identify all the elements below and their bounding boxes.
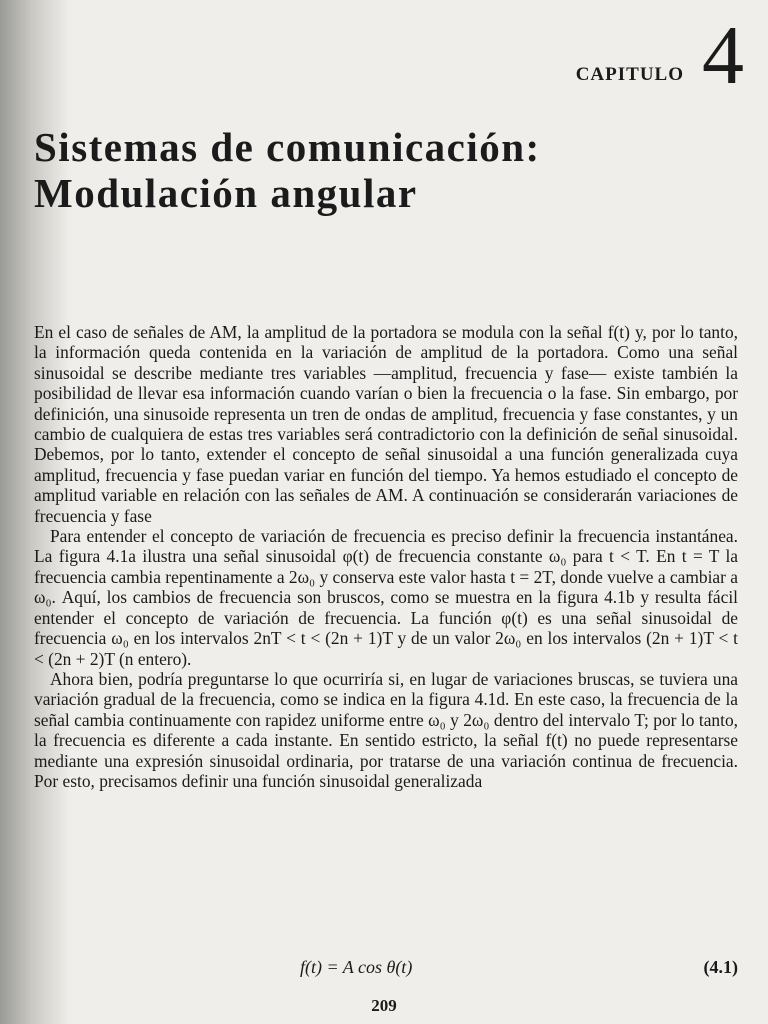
page-number: 209 [371,996,397,1015]
chapter-title-line-2: Modulación angular [34,170,418,216]
paragraph-1: En el caso de señales de AM, la amplitud de la portadora se modula con la señal f(t) y, por lo tanto, la información queda contenida en la variación de amplitud de la portadora. Como una señal sinusoidal se describe mediante tres variables —amplitud, frecuencia y fase— existe también la posibilidad de llevar esa información cuando varían o bien la frecuencia o la fase. Sin embargo, por definición, una sinusoide representa un tren de ondas de amplitud, frecuencia y fase constantes, y un cambio de cualquiera de estas tres variables será contradictorio con la definición de señal sinusoidal. Debemos, por lo tanto, extender el concepto de señal sinusoidal a una función generalizada cuya amplitud, frecuencia y fase puedan variar en función del tiempo. Ya hemos estudiado el concepto de amplitud variable en relación con las señales de AM. A continuación se considerarán variaciones de frecuencia y fase [34,322,738,526]
equation-row [34,957,738,983]
chapter-number: 4 [702,9,744,102]
paragraph-2: Para entender el concepto de variación de frecuencia es preciso definir la frecuencia instantánea. La figura 4.1a ilustra una señal sinusoidal φ(t) de frecuencia constante ω₀ para t < T. En t = T la frecuencia cambia repentinamente a 2ω₀ y conserva este valor hasta t = 2T, donde vuelve a cambiar a ω₀. Aquí, los cambios de frecuencia son bruscos, como se muestra en la figura 4.1b y resulta fácil entender el concepto de variación de frecuencia. La función φ(t) es una señal sinusoidal de frecuencia ω₀ en los intervalos 2nT < t < (2n + 1)T y de un valor 2ω₀ en los intervalos (2n + 1)T < t < (2n + 2)T (n entero). [34,526,738,669]
body-text [34,322,738,791]
equation-number: (4.1) [703,957,738,977]
chapter-title [34,124,734,216]
chapter-label: CAPITULO [575,64,684,85]
chapter-title-line-1: Sistemas de comunicación: [34,124,541,170]
paragraph-3: Ahora bien, podría preguntarse lo que ocurriría si, en lugar de variaciones bruscas, se tuviera una variación gradual de la frecuencia, como se indica en la figura 4.1d. En este caso, la frecuencia de la señal cambia continuamente con rapidez uniforme entre ω₀ y 2ω₀ dentro del intervalo T; por lo tanto, la frecuencia es diferente a cada instante. En sentido estricto, la señal f(t) no puede representarse mediante una expresión sinusoidal ordinaria, por tratarse de una variación continua de frecuencia. Por esto, precisamos definir una función sinusoidal generalizada [34,668,738,791]
equation: f(t) = A cos θ(t) [300,957,413,977]
